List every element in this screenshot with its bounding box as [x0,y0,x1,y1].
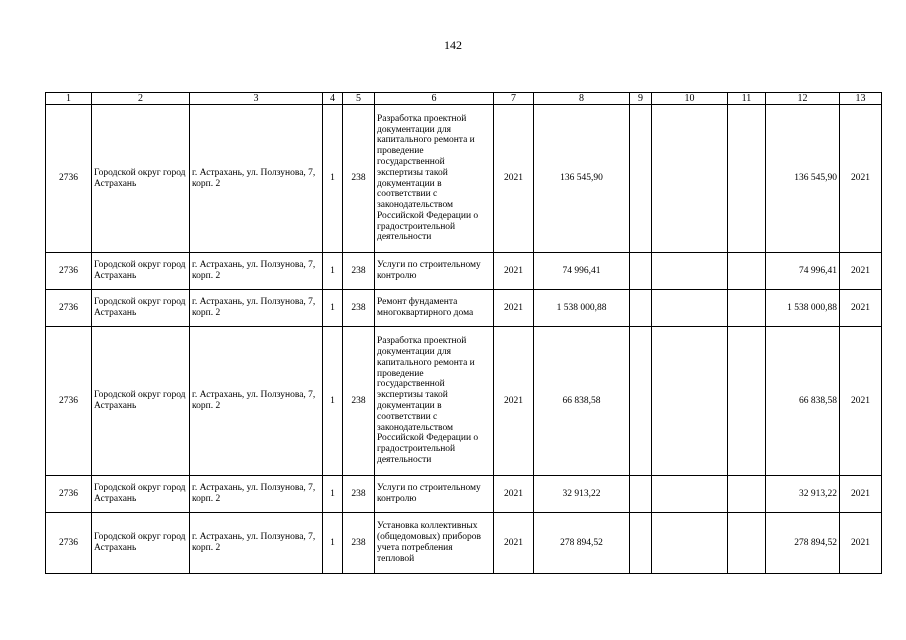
cell-col5: 238 [343,327,375,476]
cell-col5: 238 [343,105,375,253]
cell-col12: 74 996,41 [766,253,840,290]
cell-col13: 2021 [840,327,882,476]
cell-year: 2021 [494,105,534,253]
cell-col4: 1 [323,253,343,290]
page-number: 142 [444,38,462,52]
cell-col5: 238 [343,513,375,574]
cell-municipality: Городской округ город Астрахань [92,105,190,253]
column-header: 8 [534,93,630,105]
cell-municipality: Городской округ город Астрахань [92,290,190,327]
cell-work-type: Разработка проектной документации для капитального ремонта и проведение государственной экспертизы такой документации в соответствии с законодательством Российской Федерации о градостроительной деятельности [375,105,494,253]
cell-col12: 66 838,58 [766,327,840,476]
cell-address: г. Астрахань, ул. Ползунова, 7, корп. 2 [190,290,323,327]
column-header: 10 [652,93,728,105]
cell-col9 [630,476,652,513]
table-row [46,290,882,327]
cell-number: 2736 [46,327,92,476]
cell-col5: 238 [343,476,375,513]
cell-col11 [728,513,766,574]
table-row [46,513,882,574]
cell-col12: 136 545,90 [766,105,840,253]
cell-col4: 1 [323,476,343,513]
cell-col13: 2021 [840,253,882,290]
column-header: 6 [375,93,494,105]
column-number-row [46,93,882,105]
cell-col10 [652,290,728,327]
cell-col11 [728,253,766,290]
cell-col12: 278 894,52 [766,513,840,574]
column-header: 4 [323,93,343,105]
cell-address: г. Астрахань, ул. Ползунова, 7, корп. 2 [190,105,323,253]
cell-number: 2736 [46,253,92,290]
cell-col9 [630,513,652,574]
cell-address: г. Астрахань, ул. Ползунова, 7, корп. 2 [190,476,323,513]
cell-number: 2736 [46,105,92,253]
cell-municipality: Городской округ город Астрахань [92,327,190,476]
cell-col10 [652,253,728,290]
cell-year: 2021 [494,476,534,513]
column-header: 13 [840,93,882,105]
cell-col4: 1 [323,105,343,253]
table-row [46,327,882,476]
column-header: 7 [494,93,534,105]
cell-col9 [630,327,652,476]
cell-col4: 1 [323,290,343,327]
cell-col10 [652,105,728,253]
cell-work-type: Услуги по строительному контролю [375,476,494,513]
cell-col11 [728,327,766,476]
column-header: 5 [343,93,375,105]
cell-col13: 2021 [840,290,882,327]
cell-municipality: Городской округ город Астрахань [92,513,190,574]
cell-col11 [728,105,766,253]
cell-col9 [630,105,652,253]
cell-number: 2736 [46,513,92,574]
cell-municipality: Городской округ город Астрахань [92,476,190,513]
cell-col10 [652,513,728,574]
column-header: 1 [46,93,92,105]
cell-municipality: Городской округ город Астрахань [92,253,190,290]
column-header: 9 [630,93,652,105]
cell-col4: 1 [323,513,343,574]
cell-total: 1 538 000,88 [534,290,630,327]
cell-year: 2021 [494,253,534,290]
cell-address: г. Астрахань, ул. Ползунова, 7, корп. 2 [190,253,323,290]
table-row [46,105,882,253]
cell-col5: 238 [343,290,375,327]
column-header: 12 [766,93,840,105]
cell-address: г. Астрахань, ул. Ползунова, 7, корп. 2 [190,513,323,574]
cell-total: 136 545,90 [534,105,630,253]
cell-work-type: Установка коллективных (общедомовых) приборов учета потребления тепловой [375,513,494,574]
cell-total: 32 913,22 [534,476,630,513]
cell-col13: 2021 [840,513,882,574]
cell-col12: 1 538 000,88 [766,290,840,327]
cell-number: 2736 [46,290,92,327]
program-table [45,92,882,574]
cell-col11 [728,290,766,327]
cell-col9 [630,290,652,327]
cell-total: 74 996,41 [534,253,630,290]
cell-col10 [652,476,728,513]
cell-total: 66 838,58 [534,327,630,476]
cell-work-type: Услуги по строительному контролю [375,253,494,290]
column-header: 3 [190,93,323,105]
cell-work-type: Ремонт фундамента многоквартирного дома [375,290,494,327]
column-header: 2 [92,93,190,105]
cell-col11 [728,476,766,513]
cell-year: 2021 [494,513,534,574]
cell-col12: 32 913,22 [766,476,840,513]
cell-work-type: Разработка проектной документации для капитального ремонта и проведение государственной экспертизы такой документации в соответствии с законодательством Российской Федерации о градостроительной деятельности [375,327,494,476]
cell-total: 278 894,52 [534,513,630,574]
cell-year: 2021 [494,327,534,476]
cell-col4: 1 [323,327,343,476]
cell-col9 [630,253,652,290]
cell-number: 2736 [46,476,92,513]
cell-col10 [652,327,728,476]
table-row [46,476,882,513]
cell-col5: 238 [343,253,375,290]
table-row [46,253,882,290]
cell-col13: 2021 [840,476,882,513]
cell-address: г. Астрахань, ул. Ползунова, 7, корп. 2 [190,327,323,476]
cell-year: 2021 [494,290,534,327]
cell-col13: 2021 [840,105,882,253]
column-header: 11 [728,93,766,105]
